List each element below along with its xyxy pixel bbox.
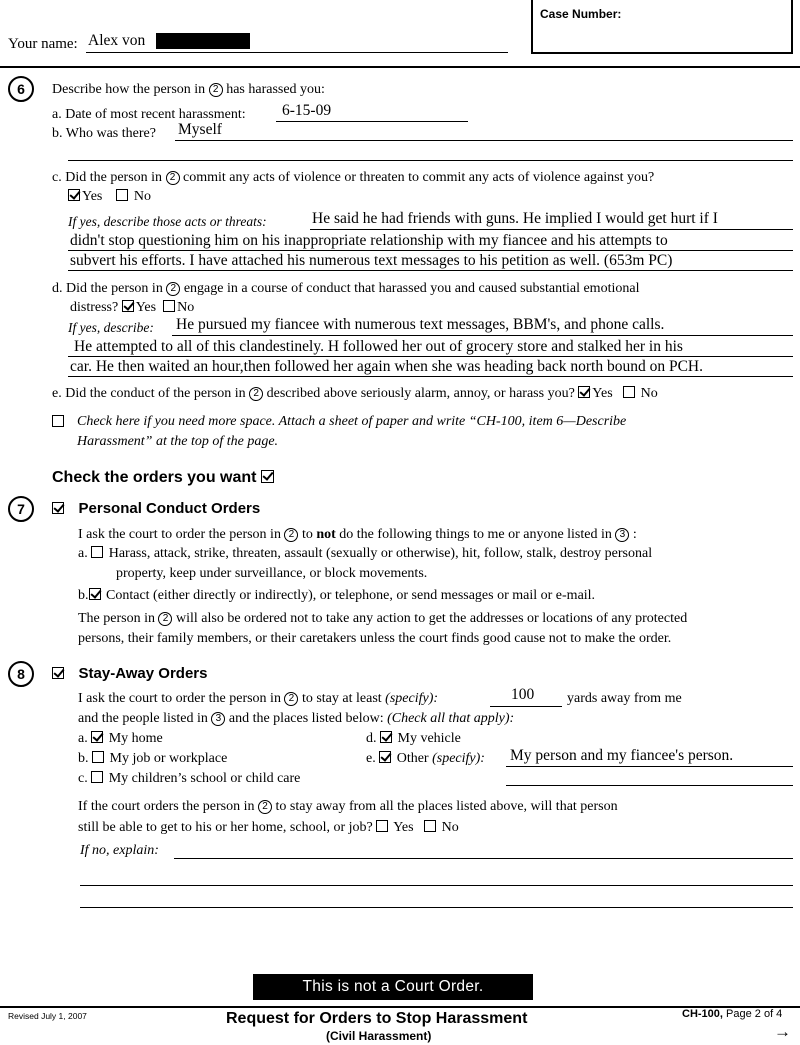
item-7a-text-2: property, keep under surveillance, or block movements. xyxy=(116,566,428,581)
other-checkbox[interactable] xyxy=(379,751,391,763)
item-6-number: 6 xyxy=(8,76,34,102)
item-6c-ifyes-label: If yes, describe those acts or threats: xyxy=(68,214,267,229)
item-8-number: 8 xyxy=(8,661,34,687)
form-id-page: CH-100, Page 2 of 4 xyxy=(682,1008,783,1020)
item-8-question-2: still be able to get to his or her home, school, or job? Yes No xyxy=(78,820,459,835)
item-7b-checkbox[interactable] xyxy=(89,588,101,600)
item-8-checkbox[interactable] xyxy=(52,667,64,679)
ifno-explain-line-3[interactable] xyxy=(80,907,793,908)
item-8-intro-2: and the people listed in 3 and the places listed below: (Check all that apply): xyxy=(78,711,515,726)
item-7-note-2: persons, their family members, or their caretakers unless the court finds good cause not to make the order. xyxy=(78,631,672,646)
form-title: Request for Orders to Stop Harassment xyxy=(226,1010,528,1027)
item-6c-question: c. Did the person in 2 commit any acts of violence or threaten to commit any acts of violence against you? xyxy=(52,170,655,185)
item-6d-no-checkbox[interactable] xyxy=(163,300,175,312)
item-6c-yes-checkbox[interactable] xyxy=(68,189,80,201)
item-8-no-checkbox[interactable] xyxy=(424,820,436,832)
who-was-there-value[interactable]: Myself xyxy=(178,121,222,138)
item-8-question-1: If the court orders the person in 2 to stay away from all the places listed above, will that person xyxy=(78,799,618,814)
item-7-title-row xyxy=(52,500,260,517)
revised-date: Revised July 1, 2007 xyxy=(8,1011,87,1021)
my-home-checkbox[interactable] xyxy=(91,731,103,743)
case-number-box[interactable] xyxy=(531,0,793,54)
item-6e-yes-checkbox[interactable] xyxy=(578,386,590,398)
item-6d-answer-line-3[interactable]: car. He then waited an hour,then followed her again when she was heading back north bound on PCH. xyxy=(70,358,703,375)
case-number-label: Case Number: xyxy=(540,7,622,21)
item-6-intro: Describe how the person in 2 has harassed you: xyxy=(52,82,325,97)
item-6d-answer-line-1[interactable]: He pursued my fiancee with numerous text messages, BBM's, and phone calls. xyxy=(176,316,665,333)
item-7-title: Personal Conduct Orders xyxy=(78,500,261,517)
ifno-explain-line-1[interactable] xyxy=(174,858,793,859)
item-7-number: 7 xyxy=(8,496,34,522)
item-7-note-1: The person in 2 will also be ordered not to take any action to get the addresses or locations of any protected xyxy=(78,611,688,626)
orders-heading: Check the orders you want xyxy=(52,469,276,487)
my-vehicle-checkbox[interactable] xyxy=(380,731,392,743)
item-6b-row: b. Who was there? xyxy=(52,126,156,141)
item-6c-answer-line-1[interactable]: He said he had friends with guns. He implied I would get hurt if I xyxy=(312,210,718,227)
item-8-title: Stay-Away Orders xyxy=(78,665,208,682)
ifno-explain-line-2[interactable] xyxy=(80,885,793,886)
your-name-value[interactable]: Alex von xyxy=(88,32,146,49)
not-court-order-banner: This is not a Court Order. xyxy=(253,974,533,1000)
item-8b-row: b. My job or workplace xyxy=(78,751,228,766)
item-7a-row: a. Harass, attack, strike, threaten, assault (sexually or otherwise), hit, follow, stalk, destroy personal xyxy=(78,546,653,561)
item-6e-question: e. Did the conduct of the person in 2 described above seriously alarm, annoy, or harass you? Yes No xyxy=(52,386,658,401)
item-8-title-row xyxy=(52,665,207,682)
item-6d-ifyes-label: If yes, describe: xyxy=(68,320,154,335)
your-name-label: Your name: xyxy=(8,36,78,52)
item-7-checkbox[interactable] xyxy=(52,502,64,514)
item-8c-row: c. My children’s school or child care xyxy=(78,771,301,786)
other-specify-value[interactable]: My person and my fiancee's person. xyxy=(510,747,734,764)
form-subtitle: (Civil Harassment) xyxy=(326,1029,432,1043)
item-6d-answer-line-2[interactable]: He attempted to all of this clandestinely. H followed her out of grocery store and stalked her in his xyxy=(74,338,683,355)
item-6c-no-checkbox[interactable] xyxy=(116,189,128,201)
item-6c-yesno: Yes No xyxy=(68,189,151,205)
harassment-date-value[interactable]: 6-15-09 xyxy=(282,102,332,119)
your-name-row xyxy=(8,30,508,54)
item-8d-row: d. My vehicle xyxy=(366,731,461,746)
extra-space-text-2: Harassment” at the top of the page. xyxy=(77,434,279,449)
yards-label: yards away from me xyxy=(567,691,682,706)
orders-heading-checkbox xyxy=(261,470,274,483)
item-6a-row: a. Date of most recent harassment: xyxy=(52,107,246,122)
item-6e-no-checkbox[interactable] xyxy=(623,386,635,398)
extra-space-checkbox[interactable] xyxy=(52,415,64,427)
item-6d-question: d. Did the person in 2 engage in a course of conduct that harassed you and caused substantial emotional xyxy=(52,281,640,296)
item-7-intro: I ask the court to order the person in 2 to not do the following things to me or anyone listed in 3 : xyxy=(78,527,637,542)
ifno-explain-label: If no, explain: xyxy=(80,843,159,858)
item-8e-row: e. Other (specify): xyxy=(366,751,485,766)
next-page-arrow-icon: → xyxy=(774,1022,791,1041)
item-6d-yes-checkbox[interactable] xyxy=(122,300,134,312)
my-job-checkbox[interactable] xyxy=(92,751,104,763)
redaction-block xyxy=(156,33,250,49)
item-6c-answer-line-2[interactable]: didn't stop questioning him on his inappropriate relationship with my fiancee and his attempts to xyxy=(70,232,668,249)
item-8-yes-checkbox[interactable] xyxy=(376,820,388,832)
item-8a-row: a. My home xyxy=(78,731,163,746)
item-7b-row: b. Contact (either directly or indirectly), or telephone, or send messages or mail or e-mail. xyxy=(78,588,596,603)
item-6d-yesno: distress? Yes No xyxy=(70,300,195,315)
extra-space-text-1: Check here if you need more space. Attach a sheet of paper and write “CH-100, item 6—Describe xyxy=(77,414,627,429)
children-school-checkbox[interactable] xyxy=(91,771,103,783)
item-8-intro: I ask the court to order the person in 2 to stay at least (specify): xyxy=(78,691,439,706)
item-7a-checkbox[interactable] xyxy=(91,546,103,558)
item-6c-answer-line-3[interactable]: subvert his efforts. I have attached his numerous text messages to his petition as well. (653m PC) xyxy=(70,252,673,269)
yards-value[interactable]: 100 xyxy=(511,686,535,703)
